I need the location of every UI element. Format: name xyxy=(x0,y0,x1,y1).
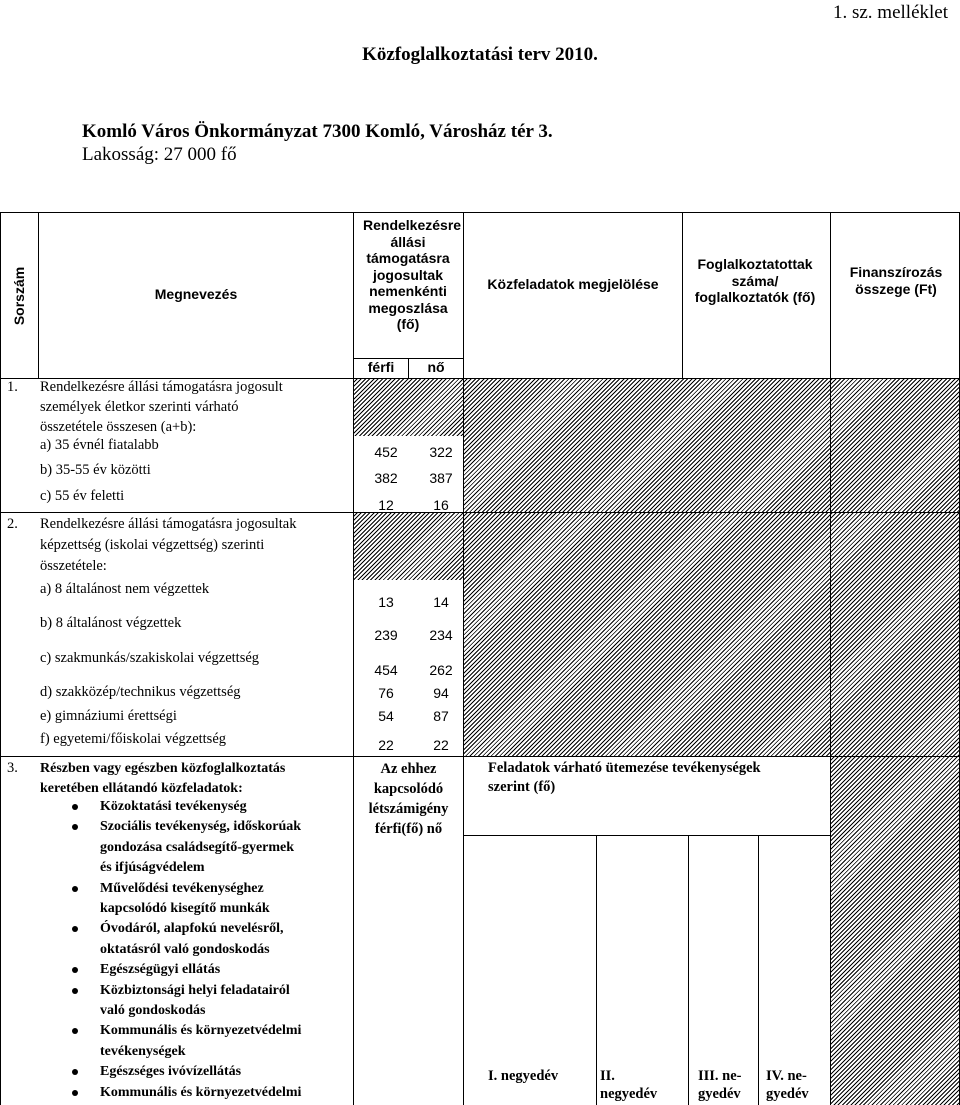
bullet-icon xyxy=(72,824,78,830)
section3-title-line1: Részben vagy egészben közfoglalkoztatás xyxy=(40,761,286,776)
quarter-3-label-a: III. ne- xyxy=(698,1068,742,1084)
section2-row-no: 87 xyxy=(433,708,449,724)
section2-row-no: 234 xyxy=(429,627,453,643)
ehhez-line1: Az ehhez xyxy=(380,761,437,777)
section2-row-no: 262 xyxy=(429,662,453,678)
section1-row-label: a) 35 évnél fiatalabb xyxy=(40,437,159,453)
bullet-icon xyxy=(72,804,78,810)
task-item: Közbiztonsági helyi feladatairól xyxy=(66,981,353,1001)
bullet-icon xyxy=(72,1090,78,1096)
bullet-icon xyxy=(72,967,78,973)
ferfi-header: férfi xyxy=(367,359,395,375)
quarter-1-label: I. negyedév xyxy=(488,1068,559,1084)
section1-row-no: 322 xyxy=(429,444,453,460)
hatch-sec2-title xyxy=(353,512,463,580)
section2-row-label: a) 8 általánost nem végzettek xyxy=(40,581,210,597)
quarter-4-label-a: IV. ne- xyxy=(766,1068,807,1084)
section2-row-ferfi: 454 xyxy=(374,662,398,678)
annex-label: 1. sz. melléklet xyxy=(832,2,948,23)
section3-title-line2: keretében ellátandó közfeladatok: xyxy=(40,781,243,796)
section2-row-label: f) egyetemi/főiskolai végzettség xyxy=(40,731,227,747)
ehhez-line2: kapcsolódó xyxy=(373,781,444,797)
section2-row-ferfi: 22 xyxy=(378,737,394,753)
section1-title-line3: összetétele összesen (a+b): xyxy=(40,419,197,435)
quarter-2-label-a: II. xyxy=(600,1068,615,1084)
bullet-icon xyxy=(72,1028,78,1034)
section2-number: 2. xyxy=(7,516,18,532)
section2-row-no: 94 xyxy=(433,685,449,701)
section2-title-line3: összetétele: xyxy=(40,558,107,574)
section1-row-ferfi: 382 xyxy=(374,470,398,486)
task-list xyxy=(66,797,353,1103)
bullet-icon xyxy=(72,1069,78,1075)
population-line: Lakosság: 27 000 fő xyxy=(82,144,237,165)
rendelkezesre-header: Rendelkezésre állási támogatásra jogosultak nemenkénti megoszlása (fő) xyxy=(363,217,462,332)
task-item: oktatásról való gondoskodás xyxy=(100,941,270,957)
section2-row-ferfi: 239 xyxy=(374,627,398,643)
no-header: nő xyxy=(427,359,445,375)
hatch-sec2-right xyxy=(463,512,960,756)
task-item: való gondoskodás xyxy=(100,1003,206,1019)
section2-title-line2: képzettség (iskolai végzettség) szerinti xyxy=(40,537,265,553)
section2-row-no: 22 xyxy=(433,737,449,753)
ehhez-line3: létszámigény xyxy=(368,801,449,817)
section1-row-ferfi: 452 xyxy=(374,444,398,460)
task-item: Egészséges ivóvízellátás xyxy=(66,1062,353,1082)
section1-number: 1. xyxy=(7,379,18,395)
section2-row-label: e) gimnáziumi érettségi xyxy=(40,708,177,724)
task-item: Művelődési tevékenységhez xyxy=(66,879,353,899)
section2-row-ferfi: 54 xyxy=(378,708,394,724)
sorszam-header-cell xyxy=(1,213,38,378)
task-item: gondozása családsegítő-gyermek xyxy=(100,839,295,855)
ehhez-line4: férfi(fő) nő xyxy=(374,821,443,837)
section2-row-label: c) szakmunkás/szakiskolai végzettség xyxy=(40,650,260,666)
section2-row-label: b) 8 általánost végzettek xyxy=(40,615,182,631)
bullet-icon xyxy=(72,926,78,932)
organization-address: Komló Város Önkormányzat 7300 Komló, Városház tér 3. xyxy=(82,121,553,142)
quarter-3-label-b: gyedév xyxy=(698,1086,741,1102)
task-item: Kommunális és környezetvédelmi xyxy=(66,1021,353,1041)
quarter-4-label-b: gyedév xyxy=(766,1086,809,1102)
megnevezes-header: Megnevezés xyxy=(154,286,238,302)
section1-row-label: b) 35-55 év közötti xyxy=(40,462,151,478)
section1-row-ferfi: 12 xyxy=(378,497,394,513)
quarter-2-label-b: negyedév xyxy=(600,1086,658,1102)
bullet-icon xyxy=(72,886,78,892)
task-item: Kommunális és környezetvédelmi xyxy=(66,1083,353,1103)
task-item: és ifjúságvédelem xyxy=(100,860,205,876)
task-item: tevékenységek xyxy=(100,1043,186,1059)
task-item: Szociális tevékenység, időskorúak xyxy=(66,817,353,837)
task-item: Egészségügyi ellátás xyxy=(66,960,353,980)
section1-row-no: 16 xyxy=(433,497,449,513)
section2-row-ferfi: 13 xyxy=(378,594,394,610)
hatch-sec1-title xyxy=(353,378,463,436)
section2-row-no: 14 xyxy=(433,594,449,610)
section2-title-line1: Rendelkezésre állási támogatásra jogosultak xyxy=(40,516,297,532)
section2-row-ferfi: 76 xyxy=(378,685,394,701)
document-title: Közfoglalkoztatási terv 2010. xyxy=(362,44,598,65)
section1-title-line2: személyek életkor szerinti várható xyxy=(40,399,239,415)
schedule-line2: szerint (fő) xyxy=(488,779,556,795)
sorszam-header: Sorszám xyxy=(11,266,28,325)
task-item: Óvodáról, alapfokú nevelésről, xyxy=(66,919,353,939)
task-item: Közoktatási tevékenység xyxy=(66,797,353,817)
kozfeladatok-header: Közfeladatok megjelölése xyxy=(487,276,659,292)
section1-row-no: 387 xyxy=(429,470,453,486)
section1-row-label: c) 55 év feletti xyxy=(40,488,125,504)
task-item: kapcsolódó kisegítő munkák xyxy=(100,901,270,917)
foglalkoztatottak-header: Foglalkoztatottak száma/ foglalkoztatók (fő) xyxy=(694,256,816,305)
section3-number: 3. xyxy=(7,760,18,776)
schedule-line1: Feladatok várható ütemezése tevékenységek xyxy=(488,760,761,776)
finanszirozas-header: Finanszírozás összege (Ft) xyxy=(849,264,943,297)
bullet-icon xyxy=(72,988,78,994)
section1-title-line1: Rendelkezésre állási támogatásra jogosult xyxy=(40,379,283,395)
hatch-sec3-finance xyxy=(830,756,960,1105)
hatch-sec1-right xyxy=(463,378,960,512)
section2-row-label: d) szakközép/technikus végzettség xyxy=(40,684,241,700)
